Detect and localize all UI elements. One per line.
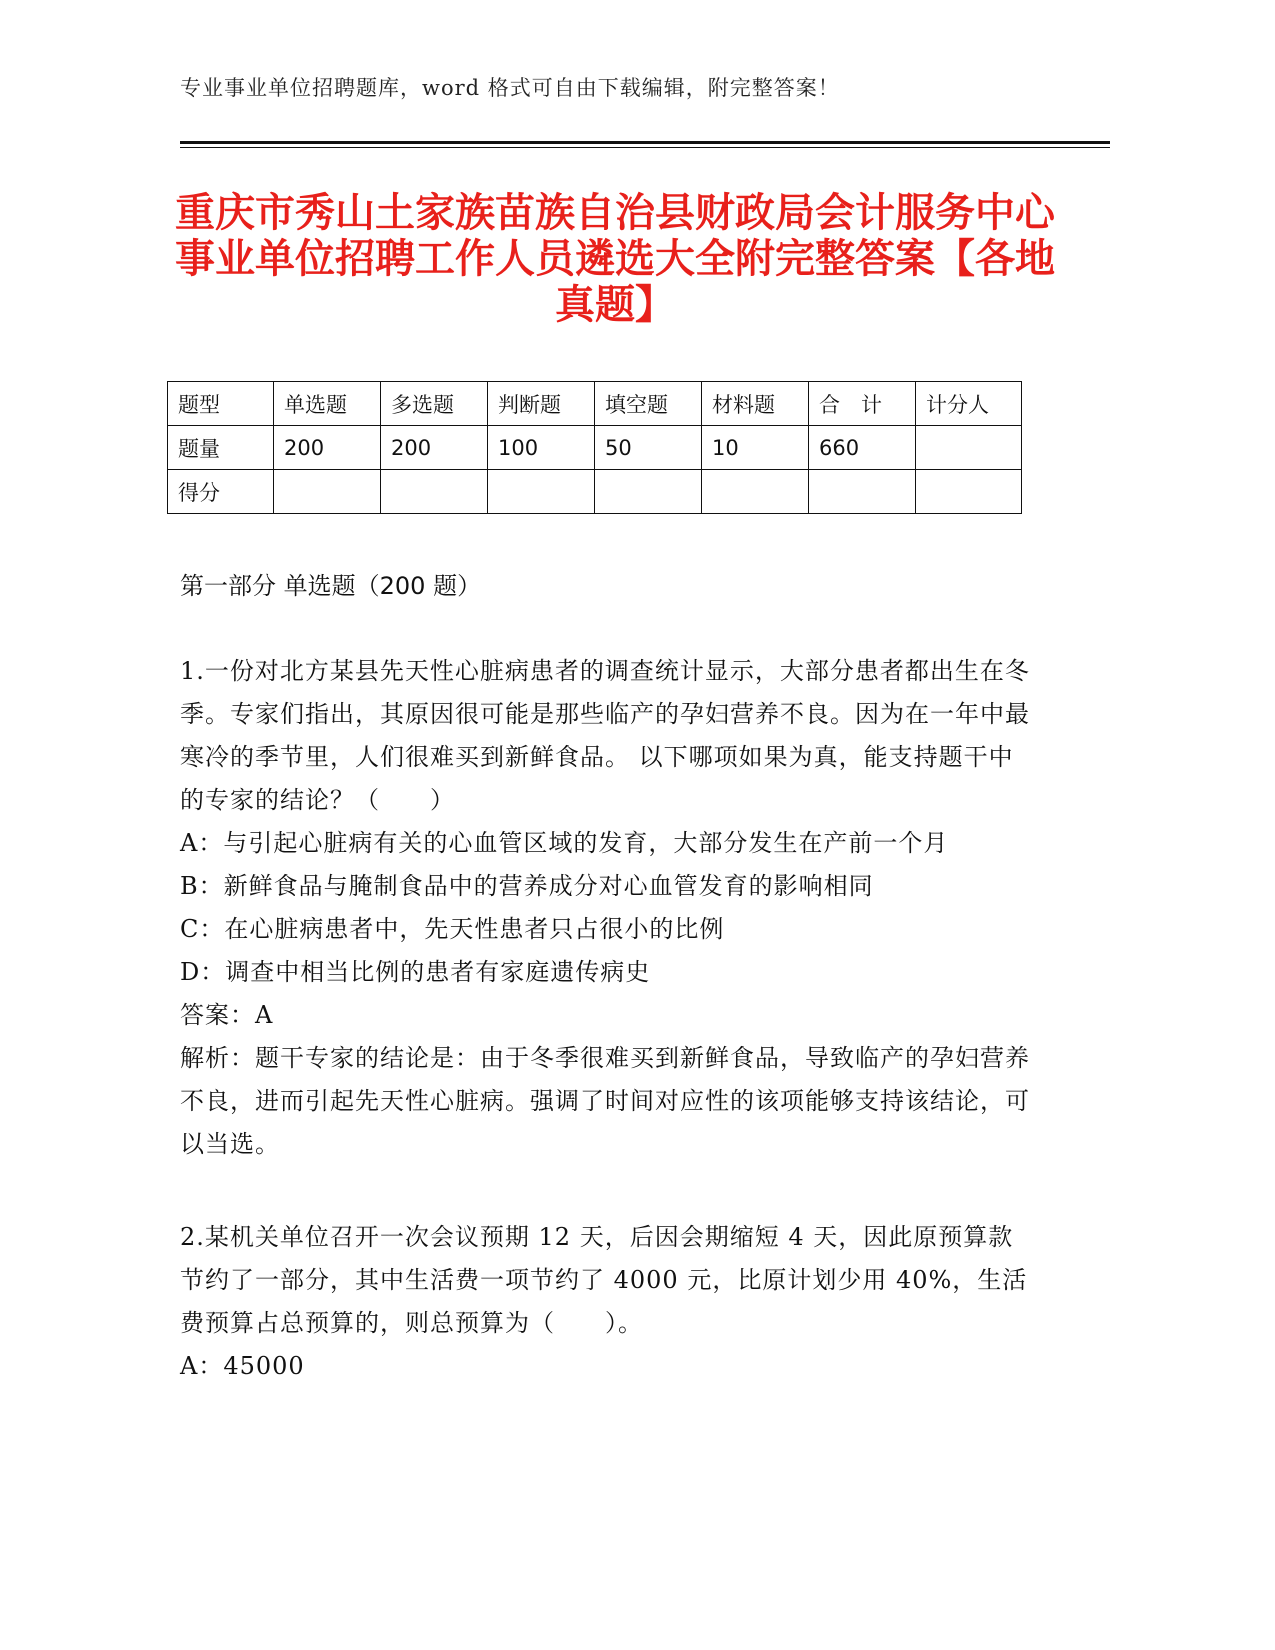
answer-label: 答案： — [180, 1001, 255, 1029]
table-cell: 10 — [702, 426, 809, 470]
document-title: 重庆市秀山土家族苗族自治县财政局会计服务中心事业单位招聘工作人员遴选大全附完整答案【各地真题】 — [175, 190, 1055, 328]
table-cell: 题量 — [168, 426, 274, 470]
section-heading: 第一部分 单选题（200 题） — [180, 572, 482, 600]
option-b: B：新鲜食品与腌制食品中的营养成分对心血管发育的影响相同 — [180, 872, 874, 900]
table-header-cell: 单选题 — [274, 382, 381, 426]
table-cell: 200 — [381, 426, 488, 470]
table-cell: 得分 — [168, 470, 274, 514]
table-cell: 50 — [595, 426, 702, 470]
header-rule-thin — [180, 147, 1110, 148]
table-header-cell: 材料题 — [702, 382, 809, 426]
table-cell: 200 — [274, 426, 381, 470]
option-a: A：45000 — [180, 1352, 305, 1380]
analysis-label: 解析： — [180, 1044, 255, 1072]
table-cell — [488, 470, 595, 514]
table-header-cell: 填空题 — [595, 382, 702, 426]
header-note: 专业事业单位招聘题库，word 格式可自由下载编辑，附完整答案！ — [180, 76, 840, 100]
table-cell: 100 — [488, 426, 595, 470]
table-row — [168, 470, 1022, 514]
table-header-cell: 判断题 — [488, 382, 595, 426]
table-row — [168, 426, 1022, 470]
option-c: C：在心脏病患者中，先天性患者只占很小的比例 — [180, 915, 725, 943]
table-cell — [809, 470, 916, 514]
answer-line — [180, 994, 1030, 1037]
option-d: D：调查中相当比例的患者有家庭遗传病史 — [180, 958, 651, 986]
table-header-cell: 多选题 — [381, 382, 488, 426]
question-stem: 2.某机关单位召开一次会议预期 12 天，后因会期缩短 4 天，因此原预算款节约了一部分，其中生活费一项节约了 4000 元，比原计划少用 40%，生活费预算占总预算的，则总预算为（ ）。 — [180, 1223, 1028, 1337]
table-cell — [916, 426, 1022, 470]
table-cell — [916, 470, 1022, 514]
score-table — [167, 381, 1022, 514]
table-header-cell: 计分人 — [916, 382, 1022, 426]
question-1 — [180, 650, 1030, 1166]
table-cell — [381, 470, 488, 514]
question-stem: 1.一份对北方某县先天性心脏病患者的调查统计显示，大部分患者都出生在冬季。专家们指出，其原因很可能是那些临产的孕妇营养不良。因为在一年中最寒冷的季节里，人们很难买到新鲜食品。 以下哪项如果为真，能支持题干中的专家的结论？（ ） — [180, 657, 1030, 814]
question-2 — [180, 1216, 1030, 1388]
option-a: A：与引起心脏病有关的心血管区域的发育，大部分发生在产前一个月 — [180, 829, 949, 857]
score-table-header-row — [168, 382, 1022, 426]
table-cell — [595, 470, 702, 514]
analysis-text: 题干专家的结论是：由于冬季很难买到新鲜食品，导致临产的孕妇营养不良，进而引起先天性心脏病。强调了时间对应性的该项能够支持该结论，可以当选。 — [180, 1044, 1030, 1158]
table-header-cell: 题型 — [168, 382, 274, 426]
table-header-cell: 合 计 — [809, 382, 916, 426]
analysis-line — [180, 1037, 1030, 1166]
table-cell: 660 — [809, 426, 916, 470]
answer-value: A — [255, 1001, 274, 1029]
header-rule-thick — [180, 141, 1110, 144]
table-cell — [274, 470, 381, 514]
table-cell — [702, 470, 809, 514]
